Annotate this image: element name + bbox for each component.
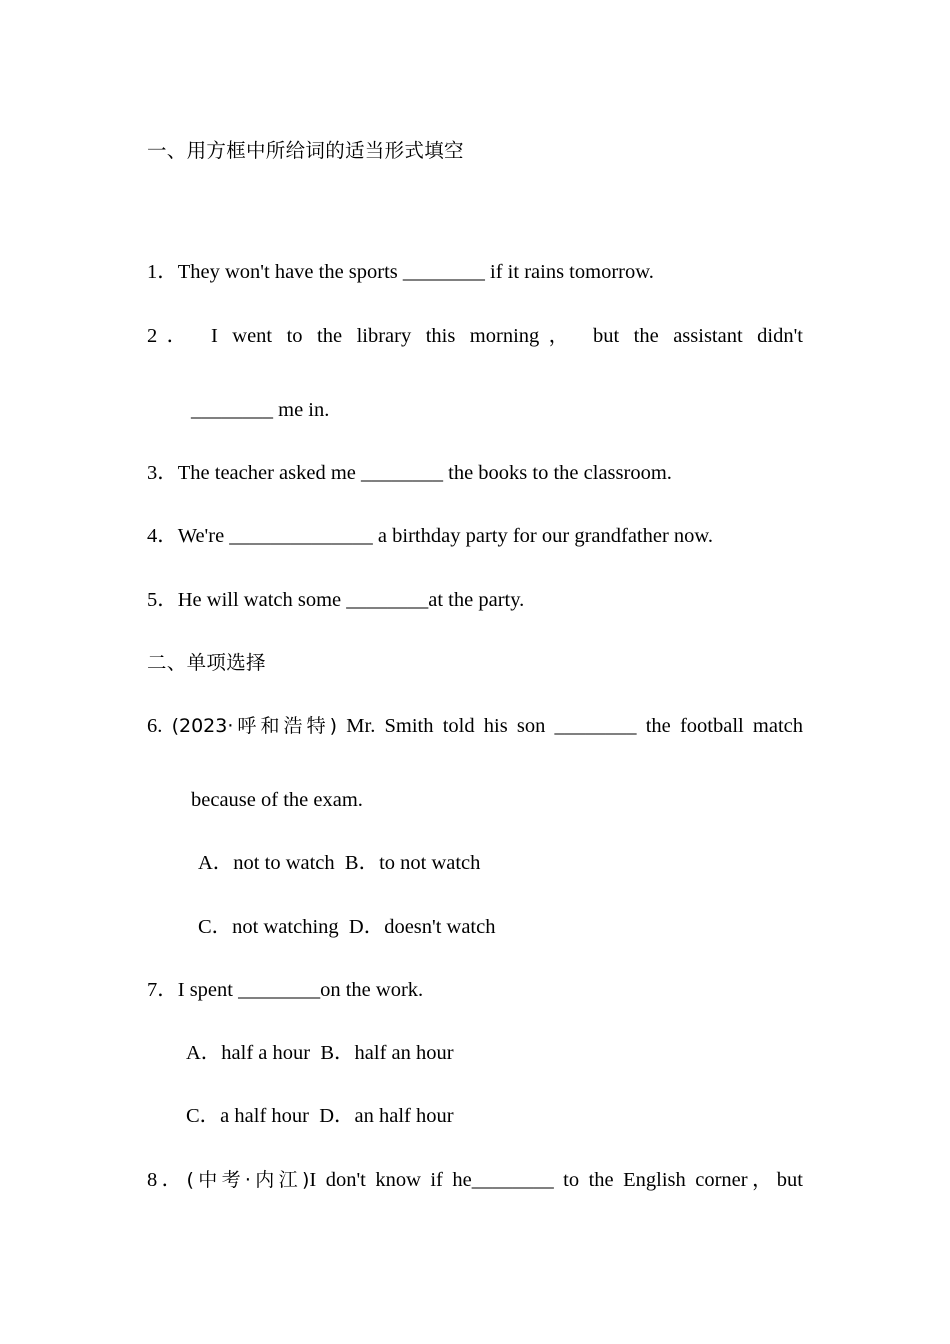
question-7-options-ab: A．half a hour B．half an hour [186,1042,454,1064]
question-6-options-ab: A．not to watch B．to not watch [198,852,481,874]
question-8-number: 8． [147,1169,187,1191]
question-2-line1: 2． I went to the library this morning， but the assistant didn't [147,325,803,347]
question-2-line2: ________ me in. [191,399,330,421]
section2-heading: 二、单项选择 [147,651,266,674]
question-1: 1．They won't have the sports ________ if it rains tomorrow. [147,261,654,283]
question-8-stem [147,1167,803,1193]
question-6-source: (2023·呼和浩特) [171,715,338,737]
question-5: 5．He will watch some ________at the party. [147,589,525,611]
question-4: 4．We're ______________ a birthday party for our grandfather now. [147,525,714,547]
question-8-source: (中考·内江) [186,1169,310,1191]
question-6-stem-text: Mr. Smith told his son ________ the football match [337,715,803,737]
question-6-options-cd: C．not watching D．doesn't watch [198,916,496,938]
question-7-stem: 7．I spent ________on the work. [147,979,424,1001]
question-6-stem [147,713,803,739]
question-3: 3．The teacher asked me ________ the books to the classroom. [147,462,672,484]
question-8-stem-text: I don't know if he________ to the English corner，but [309,1169,803,1191]
question-6-stem-line2: because of the exam. [191,789,363,811]
section1-heading: 一、用方框中所给词的适当形式填空 [147,139,464,162]
question-7-options-cd: C．a half hour D．an half hour [186,1105,454,1127]
question-6-number: 6. [147,715,163,737]
